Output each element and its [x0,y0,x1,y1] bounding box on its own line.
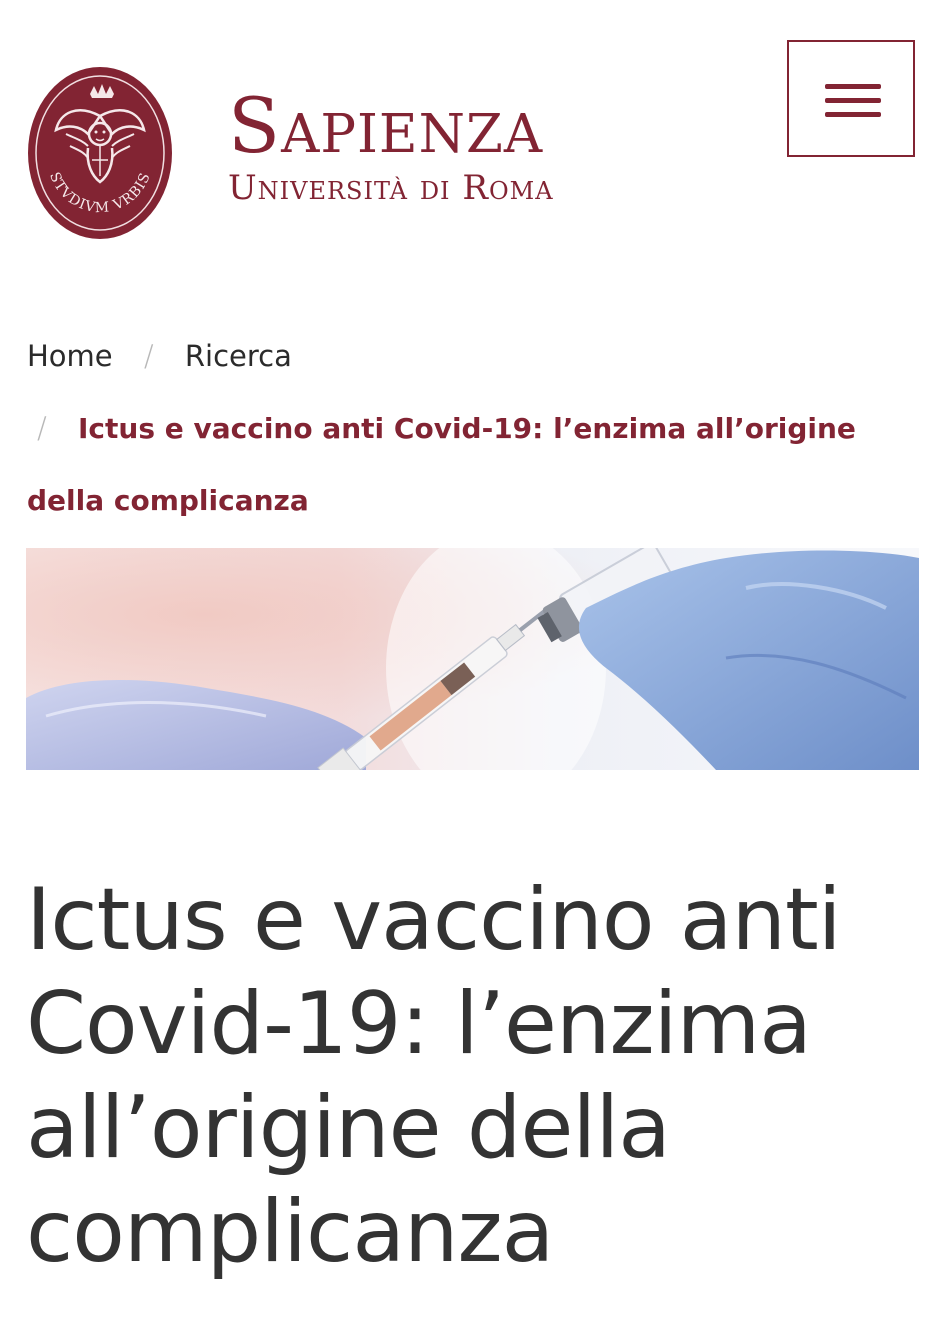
breadcrumb-row [27,464,907,536]
university-name: Sapienza [228,81,544,170]
breadcrumb-row [27,320,907,392]
breadcrumb [27,320,907,536]
breadcrumb-home-link[interactable]: Home [27,339,113,373]
breadcrumb-row [27,392,907,464]
breadcrumb-separator: / [143,339,154,373]
university-wordmark[interactable] [228,81,648,208]
menu-button[interactable] [787,40,915,157]
hero-image [26,548,919,770]
university-subtitle: Università di Roma [228,168,554,208]
breadcrumb-current-page: Ictus e vaccino anti Covid-19: l’enzima all’origine [78,412,856,445]
site-header [0,0,945,260]
vaccine-syringe-photo [26,548,919,770]
breadcrumb-current-page-continued: della complicanza [27,484,309,517]
sapienza-seal-logo[interactable] [26,64,174,242]
breadcrumb-separator: / [37,411,47,445]
page-title: Ictus e vaccino anti Covid-19: l’enzima all’origine della complicanza [26,870,841,1282]
breadcrumb-ricerca-link[interactable]: Ricerca [184,339,292,373]
seal-motto: STVDIVM VRBIS [46,170,154,217]
